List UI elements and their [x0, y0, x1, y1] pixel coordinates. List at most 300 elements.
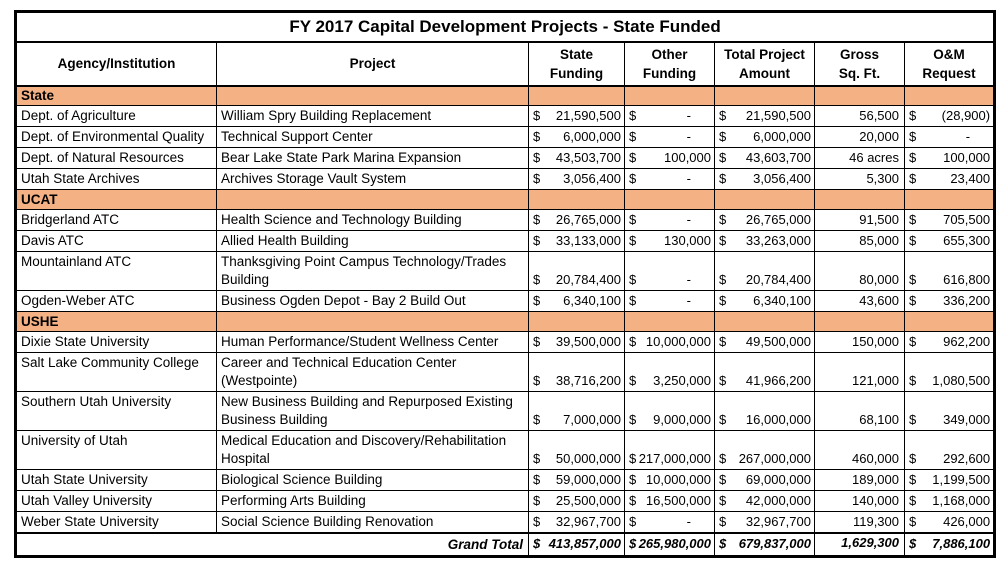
- dollar-sign: $: [629, 233, 637, 248]
- agency-cell: Utah State Archives: [16, 169, 217, 190]
- section-cell: [529, 312, 625, 332]
- dollar-sign: $: [533, 472, 541, 487]
- amount-value: 6,000,000: [563, 129, 621, 144]
- dollar-sign: $: [909, 212, 917, 227]
- amount-value: 20,784,400: [745, 272, 811, 287]
- section-cell: [815, 190, 905, 210]
- om-request-cell: [905, 332, 995, 353]
- dollar-sign: $: [909, 108, 917, 123]
- state-funding-cell: [529, 127, 625, 148]
- total-amount-cell: [715, 392, 815, 431]
- amount-value: 7,886,100: [932, 536, 991, 551]
- dollar-sign: $: [909, 129, 917, 144]
- agency-cell: Salt Lake Community College: [16, 353, 217, 392]
- col-header-project: [217, 42, 529, 86]
- col-header-label: O&M: [933, 46, 965, 62]
- col-header-label: Gross: [839, 46, 880, 62]
- amount-value: 6,340,100: [753, 293, 811, 308]
- amount-value: 23,400: [950, 171, 991, 186]
- col-header-label: Amount: [739, 65, 790, 81]
- om-request-cell: [905, 491, 995, 512]
- amount-value: 6,340,100: [563, 293, 621, 308]
- dollar-sign: $: [629, 293, 637, 308]
- total-amount-cell: [715, 210, 815, 231]
- dollar-sign: $: [909, 334, 917, 349]
- section-cell: [905, 86, 995, 106]
- dollar-sign: $: [533, 272, 541, 287]
- dollar-sign: $: [909, 536, 917, 551]
- section-cell: [905, 190, 995, 210]
- other-funding-cell: [625, 106, 715, 127]
- project-cell: Health Science and Technology Building: [217, 210, 529, 231]
- agency-cell: University of Utah: [16, 431, 217, 470]
- agency-cell: Southern Utah University: [16, 392, 217, 431]
- dollar-sign: $: [719, 493, 727, 508]
- agency-cell: Utah Valley University: [16, 491, 217, 512]
- sqft-cell: 121,000: [815, 353, 905, 392]
- other-funding-cell: [625, 169, 715, 190]
- section-cell: [529, 190, 625, 210]
- amount-value: 962,200: [943, 334, 991, 349]
- total-amount-cell: [715, 353, 815, 392]
- table-row: [16, 169, 995, 190]
- sqft-cell: 43,600: [815, 291, 905, 312]
- col-header-label: Total Project: [724, 46, 805, 62]
- dollar-sign: $: [629, 373, 637, 388]
- om-request-cell: [905, 127, 995, 148]
- section-row-ushe: [16, 312, 995, 332]
- om-request-cell: [905, 169, 995, 190]
- om-request-cell: [905, 512, 995, 534]
- dollar-sign: $: [719, 373, 727, 388]
- table-row: [16, 291, 995, 312]
- total-amount-cell: [715, 291, 815, 312]
- col-header-label: Project: [349, 56, 396, 71]
- dollar-sign: $: [719, 171, 727, 186]
- table-row: [16, 210, 995, 231]
- amount-value: 32,967,700: [745, 514, 811, 529]
- other-funding-cell: [625, 127, 715, 148]
- state-funding-cell: [529, 231, 625, 252]
- dollar-sign: $: [533, 108, 541, 123]
- sqft-cell: 189,000: [815, 470, 905, 491]
- agency-cell: Davis ATC: [16, 231, 217, 252]
- col-header-label: State: [559, 46, 593, 62]
- amount-value: 43,503,700: [555, 150, 621, 165]
- amount-value: (28,900): [941, 108, 991, 123]
- col-header-label: Request: [922, 65, 976, 81]
- amount-value: 616,800: [943, 272, 991, 287]
- project-cell: Social Science Building Renovation: [217, 512, 529, 534]
- agency-cell: Ogden-Weber ATC: [16, 291, 217, 312]
- dollar-sign: $: [909, 272, 917, 287]
- dollar-sign: $: [533, 293, 541, 308]
- amount-value: 655,300: [943, 233, 991, 248]
- grand-total-row: [16, 533, 995, 557]
- om-request-cell: [905, 291, 995, 312]
- sqft-cell: 91,500: [815, 210, 905, 231]
- amount-value: 292,600: [943, 451, 991, 466]
- other-funding-cell: [625, 231, 715, 252]
- dollar-sign: $: [533, 212, 541, 227]
- dollar-sign: $: [629, 108, 637, 123]
- agency-cell: Dixie State University: [16, 332, 217, 353]
- other-funding-cell: [625, 470, 715, 491]
- table-row: [16, 431, 995, 470]
- dollar-sign: $: [629, 514, 637, 529]
- section-cell: [217, 86, 529, 106]
- col-header-total-amount: [715, 42, 815, 86]
- amount-value: 16,000,000: [745, 412, 811, 427]
- dollar-sign: $: [533, 150, 541, 165]
- dollar-sign: $: [909, 293, 917, 308]
- dollar-sign: $: [629, 150, 637, 165]
- amount-value: -: [686, 129, 691, 144]
- amount-value: 1,168,000: [932, 493, 991, 508]
- agency-cell: Mountainland ATC: [16, 252, 217, 291]
- sqft-cell: 140,000: [815, 491, 905, 512]
- om-request-cell: [905, 252, 995, 291]
- amount-value: 100,000: [664, 150, 711, 165]
- project-cell: Bear Lake State Park Marina Expansion: [217, 148, 529, 169]
- om-request-cell: [905, 148, 995, 169]
- dollar-sign: $: [719, 233, 727, 248]
- dollar-sign: $: [629, 412, 637, 427]
- col-header-gross-sqft: [815, 42, 905, 86]
- other-funding-cell: [625, 491, 715, 512]
- total-amount-cell: [715, 512, 815, 534]
- amount-value: 38,716,200: [555, 373, 621, 388]
- amount-value: 21,590,500: [555, 108, 621, 123]
- other-funding-cell: [625, 291, 715, 312]
- dollar-sign: $: [719, 150, 727, 165]
- amount-value: 1,080,500: [932, 373, 991, 388]
- sqft-cell: 20,000: [815, 127, 905, 148]
- table-row: [16, 332, 995, 353]
- project-cell: Allied Health Building: [217, 231, 529, 252]
- table-row: [16, 491, 995, 512]
- amount-value: 336,200: [943, 293, 991, 308]
- agency-cell: Dept. of Environmental Quality: [16, 127, 217, 148]
- amount-value: 217,000,000: [638, 451, 711, 466]
- state-funding-cell: [529, 332, 625, 353]
- amount-value: 267,000,000: [738, 451, 811, 466]
- amount-value: 69,000,000: [745, 472, 811, 487]
- section-label: USHE: [16, 312, 217, 332]
- col-header-label: Funding: [549, 65, 604, 81]
- section-cell: [625, 86, 715, 106]
- dollar-sign: $: [909, 150, 917, 165]
- project-cell: Technical Support Center: [217, 127, 529, 148]
- total-amount-cell: [715, 252, 815, 291]
- amount-value: 6,000,000: [753, 129, 811, 144]
- state-funding-cell: [529, 106, 625, 127]
- amount-value: 16,500,000: [645, 493, 711, 508]
- other-funding-cell: [625, 148, 715, 169]
- agency-cell: Bridgerland ATC: [16, 210, 217, 231]
- header-row: [16, 42, 995, 86]
- total-amount-cell: [715, 491, 815, 512]
- grand-total-amount: [715, 533, 815, 557]
- other-funding-cell: [625, 332, 715, 353]
- state-funding-cell: [529, 169, 625, 190]
- amount-value: 25,500,000: [555, 493, 621, 508]
- state-funding-cell: [529, 148, 625, 169]
- dollar-sign: $: [719, 212, 727, 227]
- amount-value: 705,500: [943, 212, 991, 227]
- dollar-sign: $: [909, 514, 917, 529]
- section-cell: [715, 86, 815, 106]
- amount-value: 42,000,000: [745, 493, 811, 508]
- sqft-cell: 5,300: [815, 169, 905, 190]
- dollar-sign: $: [909, 493, 917, 508]
- total-amount-cell: [715, 106, 815, 127]
- state-funding-cell: [529, 252, 625, 291]
- amount-value: 49,500,000: [745, 334, 811, 349]
- state-funding-cell: [529, 470, 625, 491]
- dollar-sign: $: [909, 472, 917, 487]
- project-cell: Medical Education and Discovery/Rehabilitation Hospital: [217, 431, 529, 470]
- other-funding-cell: [625, 210, 715, 231]
- dollar-sign: $: [909, 171, 917, 186]
- amount-value: 32,967,700: [555, 514, 621, 529]
- dollar-sign: $: [909, 233, 917, 248]
- table-row: [16, 252, 995, 291]
- dollar-sign: $: [533, 514, 541, 529]
- dollar-sign: $: [533, 171, 541, 186]
- col-header-label: Agency/Institution: [57, 56, 176, 71]
- amount-value: 59,000,000: [555, 472, 621, 487]
- section-row-ucat: [16, 190, 995, 210]
- amount-value: 413,857,000: [548, 536, 621, 551]
- section-cell: [715, 190, 815, 210]
- project-cell: Biological Science Building: [217, 470, 529, 491]
- dollar-sign: $: [719, 472, 727, 487]
- dollar-sign: $: [629, 493, 637, 508]
- project-cell: Career and Technical Education Center (Westpointe): [217, 353, 529, 392]
- section-cell: [815, 312, 905, 332]
- sqft-cell: 80,000: [815, 252, 905, 291]
- dollar-sign: $: [719, 108, 727, 123]
- other-funding-cell: [625, 431, 715, 470]
- page-title: FY 2017 Capital Development Projects - State Funded: [16, 12, 995, 42]
- project-cell: William Spry Building Replacement: [217, 106, 529, 127]
- amount-value: 10,000,000: [645, 472, 711, 487]
- table-row: [16, 148, 995, 169]
- section-cell: [905, 312, 995, 332]
- amount-value: 130,000: [664, 233, 711, 248]
- table-row: [16, 127, 995, 148]
- dollar-sign: $: [719, 412, 727, 427]
- amount-value: 426,000: [943, 514, 991, 529]
- agency-cell: Dept. of Agriculture: [16, 106, 217, 127]
- state-funding-cell: [529, 353, 625, 392]
- amount-value: 43,603,700: [745, 150, 811, 165]
- section-cell: [217, 190, 529, 210]
- table-row: [16, 353, 995, 392]
- dollar-sign: $: [719, 334, 727, 349]
- amount-value: -: [686, 272, 691, 287]
- project-cell: Performing Arts Building: [217, 491, 529, 512]
- other-funding-cell: [625, 252, 715, 291]
- project-cell: Thanksgiving Point Campus Technology/Trades Building: [217, 252, 529, 291]
- grand-total-other-funding: [625, 533, 715, 557]
- title-row: [16, 12, 995, 42]
- amount-value: 265,980,000: [638, 536, 711, 551]
- amount-value: 20,784,400: [555, 272, 621, 287]
- section-row-state: [16, 86, 995, 106]
- grand-total-om-request: [905, 533, 995, 557]
- dollar-sign: $: [629, 451, 637, 466]
- amount-value: -: [965, 129, 971, 144]
- section-cell: [625, 312, 715, 332]
- grand-total-sqft: 1,629,300: [815, 533, 905, 557]
- total-amount-cell: [715, 470, 815, 491]
- total-amount-cell: [715, 332, 815, 353]
- col-header-other-funding: [625, 42, 715, 86]
- total-amount-cell: [715, 148, 815, 169]
- col-header-label: Sq. Ft.: [838, 65, 881, 81]
- state-funding-cell: [529, 512, 625, 534]
- agency-cell: Weber State University: [16, 512, 217, 534]
- table-row: [16, 470, 995, 491]
- dollar-sign: $: [629, 334, 637, 349]
- sqft-cell: 460,000: [815, 431, 905, 470]
- amount-value: 1,199,500: [932, 472, 991, 487]
- other-funding-cell: [625, 512, 715, 534]
- state-funding-cell: [529, 291, 625, 312]
- dollar-sign: $: [533, 129, 541, 144]
- col-header-label: Other: [651, 46, 688, 62]
- section-cell: [815, 86, 905, 106]
- amount-value: 39,500,000: [555, 334, 621, 349]
- agency-cell: Dept. of Natural Resources: [16, 148, 217, 169]
- dollar-sign: $: [629, 212, 637, 227]
- state-funding-cell: [529, 210, 625, 231]
- amount-value: -: [686, 212, 691, 227]
- amount-value: 3,056,400: [563, 171, 621, 186]
- amount-value: 33,133,000: [555, 233, 621, 248]
- dollar-sign: $: [533, 451, 541, 466]
- total-amount-cell: [715, 231, 815, 252]
- state-funding-cell: [529, 392, 625, 431]
- amount-value: 679,837,000: [738, 536, 811, 551]
- om-request-cell: [905, 106, 995, 127]
- sqft-cell: 150,000: [815, 332, 905, 353]
- section-label: UCAT: [16, 190, 217, 210]
- dollar-sign: $: [909, 373, 917, 388]
- table-row: [16, 106, 995, 127]
- grand-total-label: Grand Total: [16, 533, 529, 557]
- amount-value: 50,000,000: [555, 451, 621, 466]
- dollar-sign: $: [629, 472, 637, 487]
- state-funding-cell: [529, 431, 625, 470]
- other-funding-cell: [625, 392, 715, 431]
- section-cell: [529, 86, 625, 106]
- amount-value: -: [686, 108, 691, 123]
- col-header-agency: [16, 42, 217, 86]
- om-request-cell: [905, 231, 995, 252]
- section-cell: [625, 190, 715, 210]
- sqft-cell: 68,100: [815, 392, 905, 431]
- project-cell: Human Performance/Student Wellness Center: [217, 332, 529, 353]
- state-funding-cell: [529, 491, 625, 512]
- dollar-sign: $: [719, 514, 727, 529]
- total-amount-cell: [715, 431, 815, 470]
- amount-value: 349,000: [943, 412, 991, 427]
- col-header-state-funding: [529, 42, 625, 86]
- sqft-cell: 56,500: [815, 106, 905, 127]
- dollar-sign: $: [629, 171, 637, 186]
- dollar-sign: $: [533, 412, 541, 427]
- total-amount-cell: [715, 127, 815, 148]
- amount-value: 41,966,200: [745, 373, 811, 388]
- section-cell: [715, 312, 815, 332]
- project-cell: Business Ogden Depot - Bay 2 Build Out: [217, 291, 529, 312]
- other-funding-cell: [625, 353, 715, 392]
- om-request-cell: [905, 431, 995, 470]
- amount-value: 26,765,000: [555, 212, 621, 227]
- om-request-cell: [905, 392, 995, 431]
- dollar-sign: $: [533, 334, 541, 349]
- col-header-om-request: [905, 42, 995, 86]
- project-cell: Archives Storage Vault System: [217, 169, 529, 190]
- agency-cell: Utah State University: [16, 470, 217, 491]
- amount-value: 3,056,400: [753, 171, 811, 186]
- amount-value: -: [686, 293, 691, 308]
- project-cell: New Business Building and Repurposed Existing Business Building: [217, 392, 529, 431]
- amount-value: 26,765,000: [745, 212, 811, 227]
- dollar-sign: $: [909, 412, 917, 427]
- amount-value: -: [686, 514, 691, 529]
- col-header-label: Funding: [642, 65, 697, 81]
- amount-value: 10,000,000: [645, 334, 711, 349]
- om-request-cell: [905, 210, 995, 231]
- dollar-sign: $: [629, 272, 637, 287]
- amount-value: 3,250,000: [653, 373, 711, 388]
- grand-total-state-funding: [529, 533, 625, 557]
- section-cell: [217, 312, 529, 332]
- dollar-sign: $: [719, 451, 727, 466]
- amount-value: 9,000,000: [653, 412, 711, 427]
- table-row: [16, 392, 995, 431]
- amount-value: 7,000,000: [563, 412, 621, 427]
- sqft-cell: 119,300: [815, 512, 905, 534]
- dollar-sign: $: [719, 536, 727, 551]
- table-row: [16, 512, 995, 534]
- om-request-cell: [905, 353, 995, 392]
- section-label: State: [16, 86, 217, 106]
- capital-projects-table: [14, 10, 996, 558]
- dollar-sign: $: [533, 373, 541, 388]
- amount-value: 21,590,500: [745, 108, 811, 123]
- dollar-sign: $: [533, 536, 541, 551]
- sqft-cell: 85,000: [815, 231, 905, 252]
- dollar-sign: $: [629, 536, 637, 551]
- sqft-cell: 46 acres: [815, 148, 905, 169]
- om-request-cell: [905, 470, 995, 491]
- dollar-sign: $: [719, 272, 727, 287]
- dollar-sign: $: [533, 233, 541, 248]
- amount-value: -: [686, 171, 691, 186]
- table-row: [16, 231, 995, 252]
- total-amount-cell: [715, 169, 815, 190]
- dollar-sign: $: [719, 129, 727, 144]
- amount-value: 33,263,000: [745, 233, 811, 248]
- dollar-sign: $: [629, 129, 637, 144]
- dollar-sign: $: [909, 451, 917, 466]
- dollar-sign: $: [719, 293, 727, 308]
